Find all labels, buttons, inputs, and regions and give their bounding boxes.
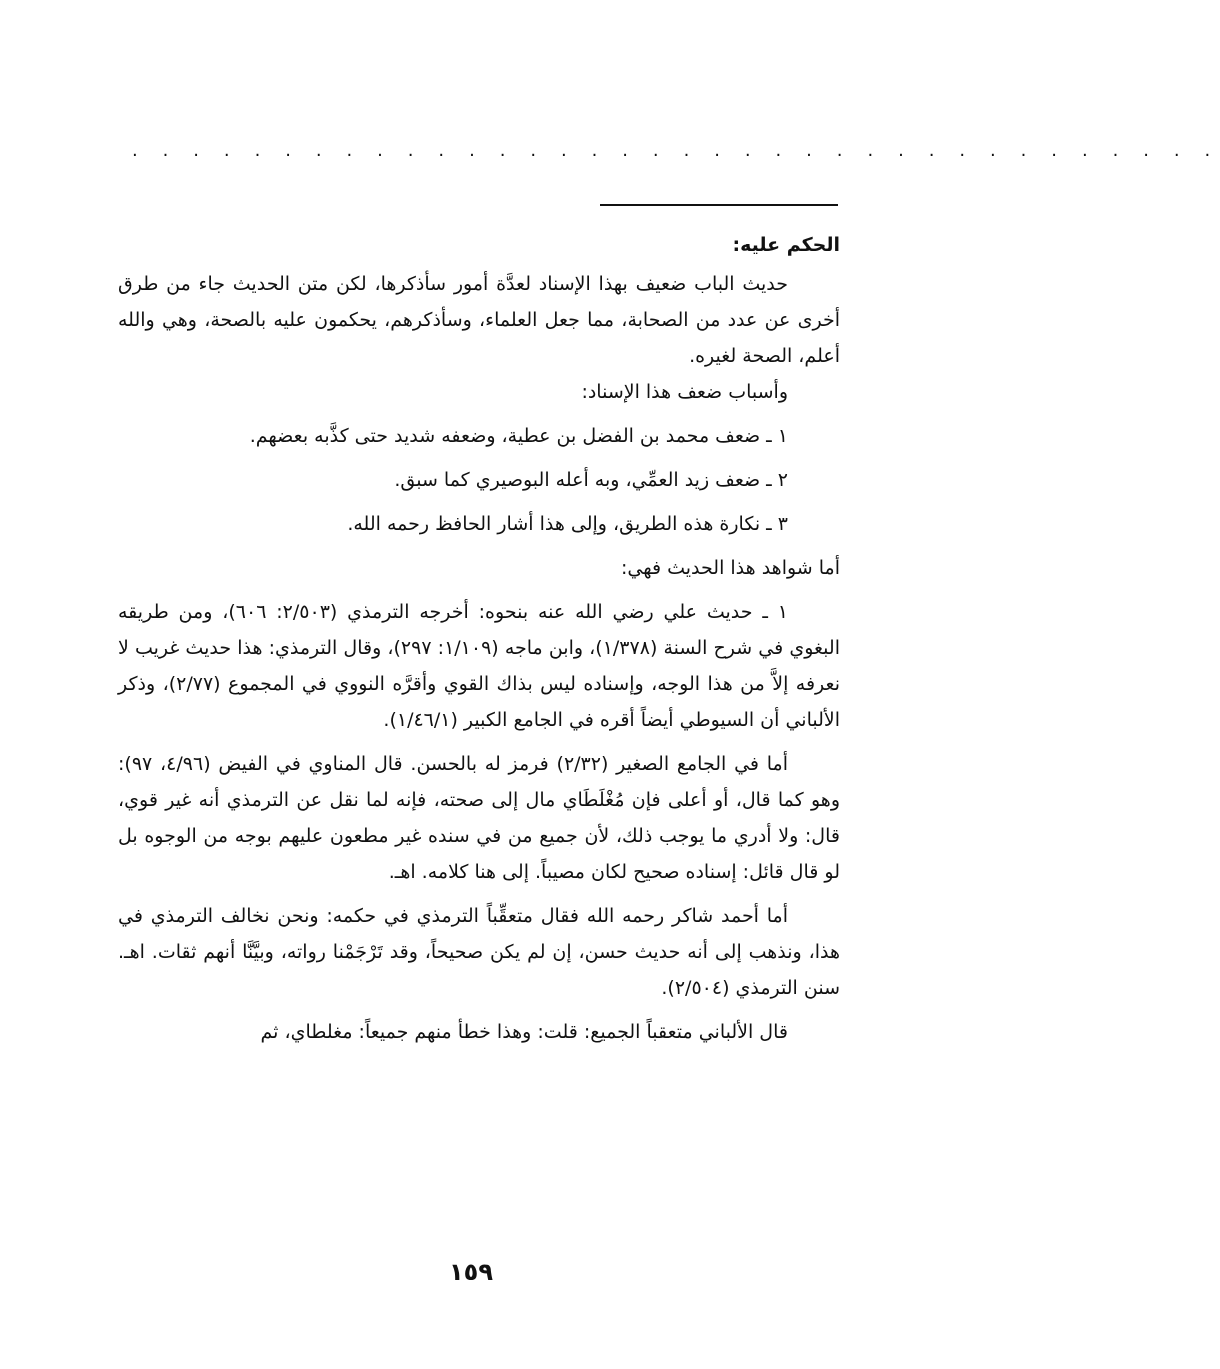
list-item-cause-3: ٣ ـ نكارة هذه الطريق، وإلى هذا أشار الحافظ رحمه الله.: [347, 513, 788, 535]
paragraph-jami-saghir: أما في الجامع الصغير (٢/٣٢) فرمز له بالحسن. قال المناوي في الفيض (٤/٩٦، ٩٧): وهو كما قال، أو أعلى فإن مُغْلَطَاي مال إلى صحته، فإنه لما نقل عن الترمذي أنه غير قوي، قال: ولا أدري ما يوجب ذلك، لأن جميع من في سنده غير مطعون عليهم بوجه من الوجوه بل لو قال قائل: إسناده صحيح لكان مصيباً. إلى هنا كلامه. اهـ.: [118, 753, 840, 883]
footnote-rule: [600, 204, 838, 206]
paragraph-albani: قال الألباني متعقباً الجميع: قلت: وهذا خطأ منهم جميعاً: مغلطاي، ثم: [260, 1021, 788, 1043]
paragraph-causes-intro: وأسباب ضعف هذا الإسناد:: [581, 381, 788, 403]
list-item-cause-2: ٢ ـ ضعف زيد العمِّي، وبه أعله البوصيري كما سبق.: [394, 469, 788, 491]
paragraph-ruling: حديث الباب ضعيف بهذا الإسناد لعدَّة أمور سأذكرها، لكن متن الحديث جاء من طرق أخرى عن عدد من الصحابة، مما جعل العلماء، وسأذكرهم، يحكمون عليه بالصحة، وهي والله أعلم، الصحة لغيره.: [118, 273, 840, 367]
paragraph-ahmad-shakir: أما أحمد شاكر رحمه الله فقال متعقِّباً الترمذي في حكمه: ونحن نخالف الترمذي في هذا، ونذهب إلى أنه حديث حسن، إن لم يكن صحيحاً، وقد تَرْجَمْنا رواته، وبيَّنَّا أنهم ثقات. اهـ. سنن الترمذي (٢/٥٠٤).: [118, 905, 840, 999]
page-body: [118, 230, 840, 1050]
section-heading: الحكم عليه:: [732, 234, 840, 256]
paragraph-witnesses-intro: أما شواهد هذا الحديث فهي:: [620, 557, 840, 579]
paragraph-witness-ali: ١ ـ حديث علي رضي الله عنه بنحوه: أخرجه الترمذي (٢/٥٠٣: ٦٠٦)، ومن طريقه البغوي في شرح السنة (١/٣٧٨)، وابن ماجه (١/١٠٩: ٢٩٧)، وقال الترمذي: هذا حديث غريب لا نعرفه إلاَّ من هذا الوجه، وإسناده ليس بذاك القوي وأقرَّه النووي في المجموع (٢/٧٧)، وذكر الألباني أن السيوطي أيضاً أقره في الجامع الكبير (١/٤٦/١).: [118, 601, 840, 731]
list-item-cause-1: ١ ـ ضعف محمد بن الفضل بن عطية، وضعفه شديد حتى كذَّبه بعضهم.: [249, 425, 788, 447]
page-number: ١٥٩: [449, 1258, 493, 1286]
separator-dots: . . . . . . . . . . . . . . . . . . . . . . . . . . . . . . . . . . . .: [132, 140, 1220, 161]
